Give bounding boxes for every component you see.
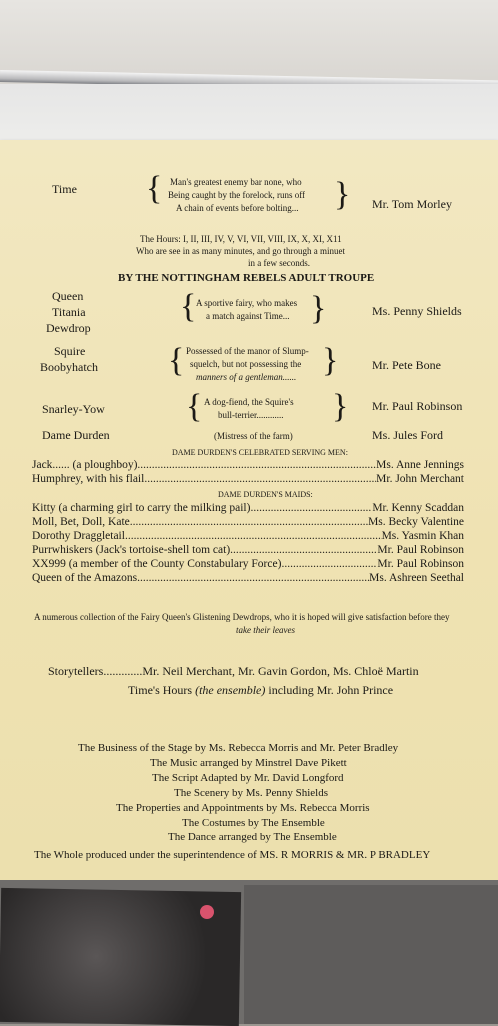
time-desc-2: Being caught by the forelock, runs off [168,190,306,200]
left-brace: { [186,388,203,425]
credit-7: The Dance arranged by The Ensemble [168,831,337,843]
role-time: Time [52,182,77,196]
dame-desc: (Mistress of the farm) [214,431,293,441]
squire-desc-1: Possessed of the manor of Slump- [186,346,309,356]
maids-heading: DAME DURDEN'S MAIDS: [218,490,313,499]
role-queen-2: Titania [52,305,86,319]
right-brace: } [334,176,351,213]
actor-time: Mr. Tom Morley [372,197,452,211]
queen-desc-1: A sportive fairy, who makes [196,298,298,308]
credit-6: The Costumes by The Ensemble [182,817,325,829]
cast-row: Queen of the Amazons ..... Ms. Ashreen Seethal [32,572,464,584]
times-hours-line: Time's Hours (the ensemble) including Mr. John Prince [128,683,394,697]
dewdrops-line-1: A numerous collection of the Fairy Queen's Glistening Dewdrops, who it is hoped will give satisfaction before they [34,612,450,622]
squire-desc-3: manners of a gentleman...... [196,372,297,382]
cast-row: Purrwhiskers (Jack's tortoise-shell tom cat) ..... Mr. Paul Robinson [32,544,464,556]
squire-desc-2: squelch, but not possessing the [190,359,302,369]
actor-snarley: Mr. Paul Robinson [372,399,463,413]
heart-icon [200,905,214,919]
time-desc-1: Man's greatest enemy bar none, who [170,177,302,187]
troupe-heading: BY THE NOTTINGHAM REBELS ADULT TROUPE [118,272,375,284]
cast-row: Humphrey, with his flail ..... Mr. John Merchant [32,473,464,485]
snarley-desc-1: A dog-fiend, the Squire's [204,397,294,407]
role-squire-2: Boobyhatch [40,360,98,374]
hours-line-1: The Hours: I, II, III, IV, V, VI, VII, VIII, IX, X, XI, X11 [140,234,342,244]
queen-desc-2: a match against Time... [206,311,290,321]
storytellers-names: Mr. Neil Merchant, Mr. Gavin Gordon, Ms. Chloë Martin [142,664,419,678]
time-desc-3: A chain of events before bolting... [176,203,299,213]
role-squire-1: Squire [54,344,86,358]
cast-row: XX999 (a member of the County Constabulary Force) ..... Mr. Paul Robinson [32,558,464,570]
right-panel [244,885,498,1024]
dewdrops-line-2: take their leaves [236,625,295,635]
storytellers-label: Storytellers............. [48,664,143,678]
role-queen-3: Dewdrop [46,321,91,335]
right-brace: } [322,342,339,379]
cast-row: Dorothy Draggletail ..... Ms. Yasmin Khan [32,530,464,542]
left-brace: { [146,170,163,207]
right-brace: } [332,388,349,425]
hours-line-3: in a few seconds. [248,258,310,268]
credit-4: The Scenery by Ms. Penny Shields [174,787,328,799]
left-brace: { [168,342,185,379]
actor-squire: Mr. Pete Bone [372,358,441,372]
credit-3: The Script Adapted by Mr. David Longford [152,772,344,784]
credit-8: The Whole produced under the superintendence of MS. R MORRIS & MR. P BRADLEY [34,849,431,861]
storytellers-line [48,664,419,679]
role-snarley: Snarley-Yow [42,402,105,416]
hours-line-2: Who are see in as many minutes, and go through a minuet [136,246,345,256]
cast-row: Moll, Bet, Doll, Kate ..... Ms. Becky Valentine [32,516,464,528]
cast-row: Jack...... (a ploughboy) ..... Ms. Anne Jennings [32,459,464,471]
serving-men-heading: DAME DURDEN'S CELEBRATED SERVING MEN: [172,448,348,457]
right-brace: } [310,290,327,327]
role-dame: Dame Durden [42,428,110,442]
role-queen-1: Queen [52,289,84,303]
snarley-desc-2: bull-terrier............ [218,410,284,420]
credit-2: The Music arranged by Minstrel Dave Pikett [150,757,347,769]
left-brace: { [180,288,197,325]
cast-row: Kitty (a charming girl to carry the milking pail) ..... Mr. Kenny Scaddan [32,502,464,514]
credit-1: The Business of the Stage by Ms. Rebecca Morris and Mr. Peter Bradley [78,742,399,754]
paper-glare [0,84,498,144]
actor-queen: Ms. Penny Shields [372,304,462,318]
actor-dame: Ms. Jules Ford [372,428,444,442]
credit-5: The Properties and Appointments by Ms. Rebecca Morris [116,802,370,814]
